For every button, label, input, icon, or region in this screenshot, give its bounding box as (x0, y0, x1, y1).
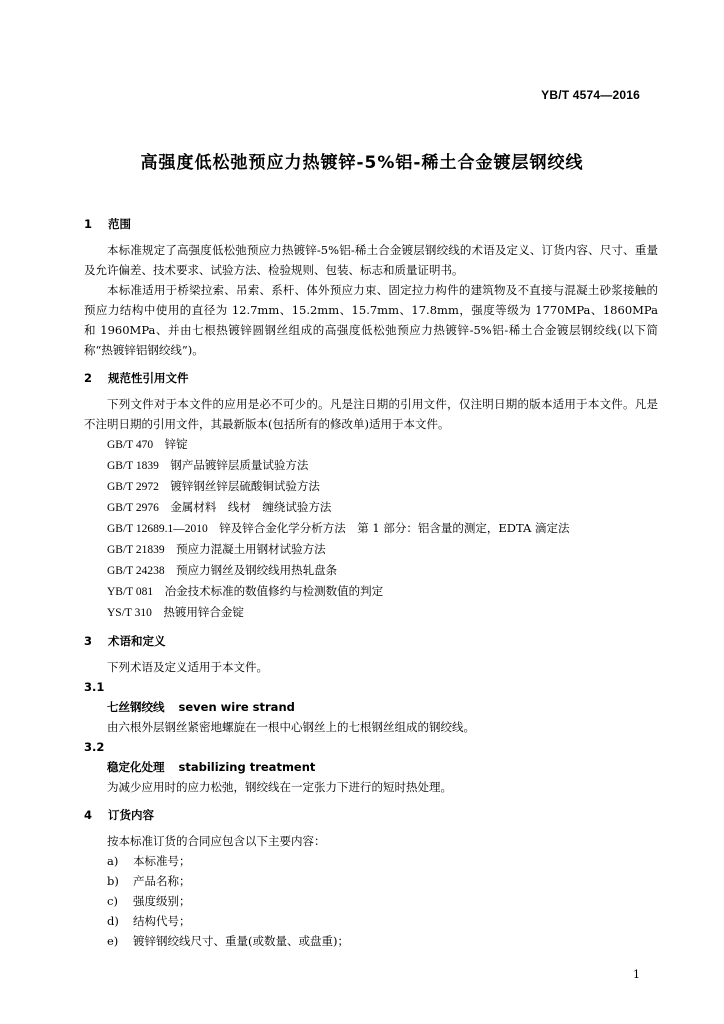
item-label: b) (107, 874, 119, 888)
paragraph: 按本标准订货的合同应包含以下主要内容： (107, 834, 326, 848)
item-label: c) (107, 894, 118, 908)
term-definition: 由六根外层钢丝紧密地螺旋在一根中心钢丝上的七根钢丝组成的钢绞线。 (107, 720, 475, 734)
item-text: 结构代号； (133, 914, 191, 928)
reference-item (84, 518, 658, 539)
list-item (84, 931, 658, 951)
reference-item (84, 497, 658, 518)
document-body (84, 214, 658, 951)
reference-list (84, 434, 658, 623)
reference-item (84, 434, 658, 455)
order-item-list (84, 851, 658, 951)
reference-title: 预应力钢丝及钢绞线用热轧盘条 (176, 563, 338, 577)
section-heading-terms-definitions (84, 631, 658, 651)
term-number: 3.1 (84, 680, 105, 694)
term-name-cn: 七丝钢绞线 (107, 700, 165, 714)
page-number: 1 (633, 968, 640, 981)
reference-code: GB/T 1839 (107, 460, 159, 472)
item-text: 产品名称； (133, 874, 191, 888)
reference-title: 锌锭 (164, 437, 188, 451)
section-number: 1 (84, 217, 93, 231)
reference-code: GB/T 21839 (107, 544, 165, 556)
document-title: 高强度低松弛预应力热镀锌-5%铝-稀土合金镀层钢绞线 (140, 153, 584, 173)
reference-item (84, 455, 658, 476)
term-name-en: stabilizing treatment (178, 760, 316, 774)
paragraph: 本标准适用于桥梁拉索、吊索、系杆、体外预应力束、固定拉力构件的建筑物及不直接与混凝土砂浆接触的预应力结构中使用的直径为 12.7mm、15.2mm、15.7mm、17.8mm，强度等级为 1770MPa、1860MPa 和 1960MPa、并由七根热镀锌圆钢丝组成的高强度低松弛预应力热镀锌-5%铝-稀土合金镀层钢绞线(以下简称“热镀锌铝钢绞线”)。 (84, 283, 658, 357)
reference-item (84, 581, 658, 602)
term-definition: 为减少应用时的应力松弛，钢绞线在一定张力下进行的短时热处理。 (107, 780, 452, 794)
reference-title: 预应力混凝土用钢材试验方法 (176, 542, 326, 556)
reference-title: 热镀用锌合金锭 (163, 605, 244, 619)
list-item (84, 911, 658, 931)
section-number: 4 (84, 808, 93, 822)
reference-title: 冶金技术标准的数值修约与检测数值的判定 (164, 584, 384, 598)
section-title: 范围 (108, 217, 131, 231)
term-name-cn: 稳定化处理 (107, 760, 165, 774)
reference-item (84, 602, 658, 623)
paragraph: 下列术语及定义适用于本文件。 (107, 660, 268, 674)
reference-item (84, 476, 658, 497)
item-text: 强度级别； (133, 894, 191, 908)
reference-code: YB/T 081 (107, 586, 154, 598)
list-item (84, 851, 658, 871)
reference-title: 镀锌钢丝锌层硫酸铜试验方法 (170, 479, 320, 493)
reference-item (84, 539, 658, 560)
item-text: 本标准号； (133, 854, 191, 868)
section-heading-normative-references (84, 368, 658, 388)
section-title: 规范性引用文件 (108, 371, 189, 385)
section-number: 3 (84, 634, 93, 648)
list-item (84, 871, 658, 891)
item-text: 镀锌钢绞线尺寸、重量(或数量、或盘重)； (133, 934, 349, 948)
reference-title: 金属材料 线材 缠绕试验方法 (170, 500, 332, 514)
section-heading-scope (84, 214, 658, 234)
term-name (84, 697, 658, 717)
item-label: a) (107, 854, 119, 868)
paragraph: 本标准规定了高强度低松弛预应力热镀锌-5%铝-稀土合金镀层钢绞线的术语及定义、订货内容、尺寸、重量及允许偏差、技术要求、试验方法、检验规则、包装、标志和质量证明书。 (84, 243, 658, 277)
item-label: d) (107, 914, 119, 928)
reference-title: 钢产品镀锌层质量试验方法 (170, 458, 309, 472)
reference-code: YS/T 310 (107, 607, 152, 619)
reference-code: GB/T 12689.1—2010 (107, 523, 208, 535)
standard-code: YB/T 4574—2016 (541, 88, 640, 102)
reference-item (84, 560, 658, 581)
list-item (84, 891, 658, 911)
reference-code: GB/T 2972 (107, 481, 159, 493)
reference-title: 锌及锌合金化学分析方法 第 1 部分：铝含量的测定，EDTA 滴定法 (219, 521, 570, 535)
reference-code: GB/T 2976 (107, 502, 159, 514)
section-title: 订货内容 (108, 808, 154, 822)
paragraph: 下列文件对于本文件的应用是必不可少的。凡是注日期的引用文件，仅注明日期的版本适用于本文件。凡是不注明日期的引用文件，其最新版本(包括所有的修改单)适用于本文件。 (84, 397, 658, 431)
reference-code: GB/T 470 (107, 439, 154, 451)
term-number: 3.2 (84, 740, 105, 754)
section-title: 术语和定义 (108, 634, 166, 648)
reference-code: GB/T 24238 (107, 565, 165, 577)
section-number: 2 (84, 371, 93, 385)
section-heading-ordering-content (84, 805, 658, 825)
term-name (84, 757, 658, 777)
item-label: e) (107, 934, 119, 948)
term-name-en: seven wire strand (178, 700, 295, 714)
